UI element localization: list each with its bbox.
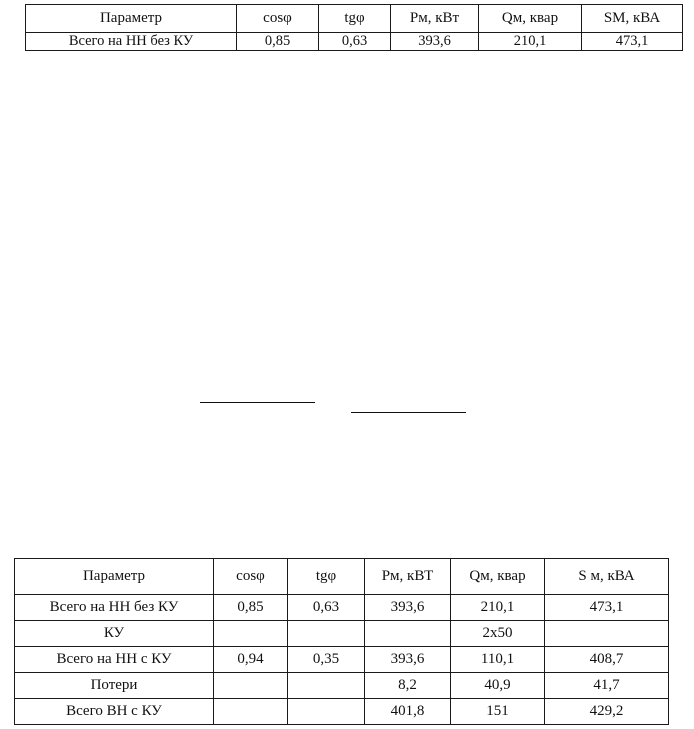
fraction-line-right	[351, 412, 466, 413]
table-header-row	[26, 5, 683, 33]
table-cell: 393,6	[365, 647, 451, 673]
header-cell-s: SМ, кВА	[582, 5, 683, 33]
table-cell: 8,2	[365, 673, 451, 699]
table-cell	[214, 699, 288, 725]
table-cell	[214, 673, 288, 699]
table-cell: 0,35	[288, 647, 365, 673]
table-cell: 0,85	[214, 595, 288, 621]
table-cell: 473,1	[582, 33, 683, 51]
table-cell: 393,6	[391, 33, 479, 51]
table-cell: 401,8	[365, 699, 451, 725]
table-cell: 408,7	[545, 647, 669, 673]
table-header-row	[15, 559, 669, 595]
header-cell-tg: tgφ	[319, 5, 391, 33]
table-cell	[288, 673, 365, 699]
table-cell: Потери	[15, 673, 214, 699]
header-cell-parameter: Параметр	[26, 5, 237, 33]
table-cell: КУ	[15, 621, 214, 647]
header-cell-q: Qм, квар	[451, 559, 545, 595]
top-summary-table	[25, 4, 683, 51]
table-row	[15, 647, 669, 673]
table-cell: 473,1	[545, 595, 669, 621]
table-row	[15, 621, 669, 647]
table-cell	[288, 621, 365, 647]
table-cell: 210,1	[451, 595, 545, 621]
table-cell: 0,63	[319, 33, 391, 51]
header-cell-p: Pм, кВТ	[365, 559, 451, 595]
table-cell: Всего ВН с КУ	[15, 699, 214, 725]
table-row	[15, 699, 669, 725]
table-row	[15, 673, 669, 699]
table-cell	[214, 621, 288, 647]
header-cell-cos: cosφ	[237, 5, 319, 33]
table-cell	[288, 699, 365, 725]
table-cell: 0,85	[237, 33, 319, 51]
table-row	[15, 595, 669, 621]
header-cell-tg: tgφ	[288, 559, 365, 595]
table-cell: 0,63	[288, 595, 365, 621]
header-cell-s: S м, кВА	[545, 559, 669, 595]
table-row	[26, 33, 683, 51]
table-cell: Всего на НН с КУ	[15, 647, 214, 673]
table-cell: Всего на НН без КУ	[26, 33, 237, 51]
table-cell: 393,6	[365, 595, 451, 621]
table-cell: 2х50	[451, 621, 545, 647]
table-cell: 0,94	[214, 647, 288, 673]
header-cell-p: Pм, кВт	[391, 5, 479, 33]
table-cell: 40,9	[451, 673, 545, 699]
table-cell: 41,7	[545, 673, 669, 699]
table-cell	[545, 621, 669, 647]
table-cell: 151	[451, 699, 545, 725]
header-cell-q: Qм, квар	[479, 5, 582, 33]
table-cell: Всего на НН без КУ	[15, 595, 214, 621]
table-cell: 110,1	[451, 647, 545, 673]
table-cell: 210,1	[479, 33, 582, 51]
power-balance-table	[14, 558, 669, 725]
fraction-line-left	[200, 402, 315, 403]
table-cell	[365, 621, 451, 647]
table-cell: 429,2	[545, 699, 669, 725]
header-cell-cos: cosφ	[214, 559, 288, 595]
header-cell-parameter: Параметр	[15, 559, 214, 595]
